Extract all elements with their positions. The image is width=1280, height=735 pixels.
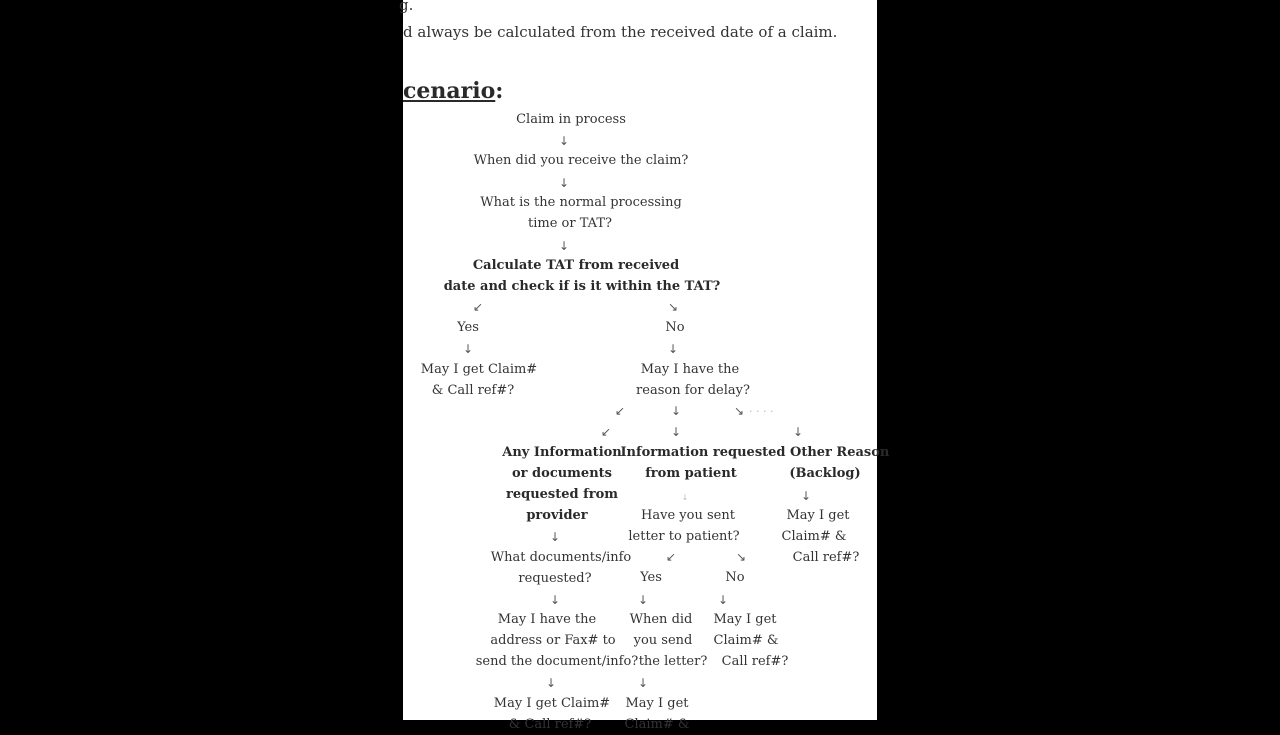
arrow-down-icon: ↓: [667, 342, 679, 356]
arrow-down-icon: ↓: [800, 489, 812, 503]
node-what-documents-line2: requested?: [518, 571, 592, 586]
node-reason-delay-line2: reason for delay?: [636, 383, 750, 398]
node-normal-processing-line1: What is the normal processing: [480, 195, 682, 210]
node-letter-no: No: [725, 570, 745, 585]
node-bottom-get-line2: Claim# &: [624, 717, 690, 732]
node-other-claim-line2: Claim# &: [781, 529, 847, 544]
node-letter-yes: Yes: [640, 570, 662, 585]
arrow-down-icon: ↓: [637, 593, 649, 607]
node-other-reason-line1: Other Reason: [790, 445, 890, 460]
node-yes-claim-line2: & Call ref#?: [431, 383, 515, 398]
node-provider-info-line1: Any Information: [502, 445, 622, 460]
node-provider-info-line3: requested from: [505, 487, 619, 502]
node-patient-info-line2: from patient: [645, 466, 737, 481]
arrow-down-icon: ↓: [549, 593, 561, 607]
node-other-claim-line3: Call ref#?: [792, 550, 860, 565]
node-other-reason-line2: (Backlog): [789, 466, 861, 481]
arrow-down-icon: ↓: [462, 342, 474, 356]
arrow-down-icon: ↓: [558, 176, 570, 190]
arrow-down-icon: ↓: [717, 593, 729, 607]
tat-rule-text: d always be calculated from the received date of a claim.: [403, 23, 838, 41]
node-bottom-claim-line1: May I get Claim#: [493, 696, 611, 711]
arrow-down-left-icon: ↙: [472, 300, 484, 314]
document-page: [399, 0, 890, 732]
node-address-fax-line3: send the document/info?: [475, 654, 639, 669]
arrow-down-icon: ↓: [637, 676, 649, 690]
node-claim-in-process: Claim in process: [516, 112, 626, 127]
arrow-down-icon: ↓: [670, 425, 682, 439]
arrow-down-left-icon: ↙: [614, 404, 626, 418]
arrow-down-right-icon: ↘: [667, 300, 679, 314]
node-address-fax-line2: address or Fax# to: [490, 633, 616, 648]
node-calculate-tat-line1: Calculate TAT from received: [472, 258, 680, 273]
node-normal-processing-line2: time or TAT?: [528, 216, 612, 231]
node-provider-info-line4: provider: [526, 508, 588, 523]
scenario-heading-word: cenario: [403, 78, 496, 104]
node-bottom-get-line1: May I get: [625, 696, 689, 711]
scenario-heading: [403, 77, 503, 105]
node-when-sent-line1: When did: [629, 612, 693, 627]
node-when-sent-line3: the letter?: [638, 654, 708, 669]
node-other-claim-line1: May I get: [786, 508, 850, 523]
node-provider-info-line2: or documents: [512, 466, 612, 481]
arrow-down-icon: ↓: [558, 134, 570, 148]
arrow-down-right-icon: ↘: [735, 550, 747, 564]
arrow-down-icon: ↓: [545, 676, 557, 690]
scenario-heading-colon: :: [495, 78, 504, 104]
arrow-down-icon: ↓: [792, 425, 804, 439]
node-when-sent-line2: you send: [633, 633, 693, 648]
arrow-down-left-icon: ↙: [600, 425, 612, 439]
dotted-continuation: . . . .: [749, 402, 774, 415]
arrow-down-icon: ↓: [670, 404, 682, 418]
node-yes: Yes: [457, 320, 479, 335]
node-address-fax-line1: May I have the: [497, 612, 597, 627]
arrow-down-left-icon: ↙: [665, 550, 677, 564]
arrow-down-right-icon: ↘: [733, 404, 745, 418]
arrow-down-icon: ↓: [681, 493, 689, 502]
node-no-claim-line3: Call ref#?: [721, 654, 789, 669]
arrow-down-icon: ↓: [558, 239, 570, 253]
node-what-documents-line1: What documents/info: [490, 550, 632, 565]
node-bottom-claim-line2: & Call ref#?: [508, 717, 592, 732]
node-no-claim-line2: Claim# &: [713, 633, 779, 648]
text-fragment-top: g.: [399, 0, 414, 14]
node-sent-letter-line1: Have you sent: [641, 508, 735, 523]
node-calculate-tat-line2: date and check if is it within the TAT?: [443, 279, 721, 294]
node-patient-info-line1: Information requested: [620, 445, 786, 460]
node-sent-letter-line2: letter to patient?: [628, 529, 740, 544]
node-no-claim-line1: May I get: [713, 612, 777, 627]
node-yes-claim-line1: May I get Claim#: [420, 362, 538, 377]
node-when-received: When did you receive the claim?: [473, 153, 689, 168]
arrow-down-icon: ↓: [549, 530, 561, 544]
node-reason-delay-line1: May I have the: [640, 362, 740, 377]
node-no: No: [665, 320, 685, 335]
